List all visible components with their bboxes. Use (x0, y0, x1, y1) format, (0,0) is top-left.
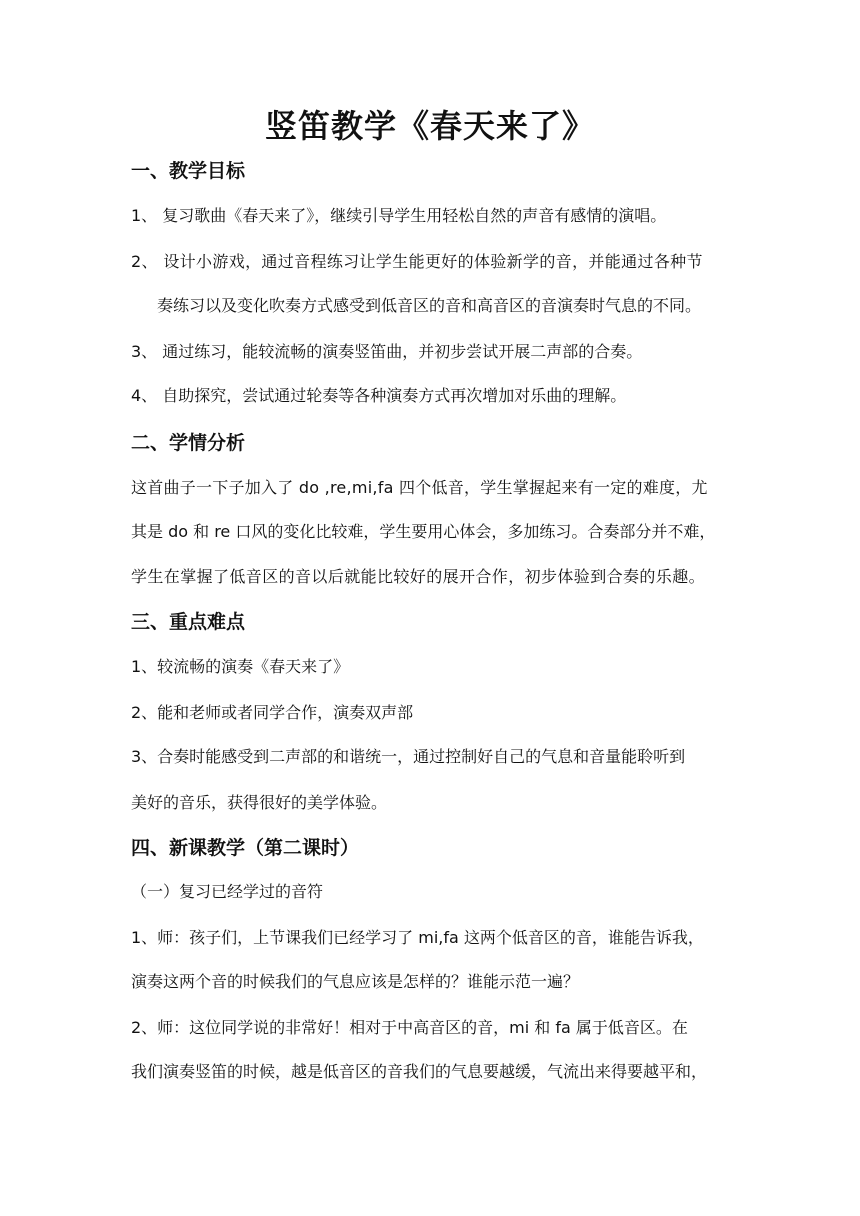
paragraph-line: 2、能和老师或者同学合作，演奏双声部 (131, 703, 414, 722)
paragraph-line: 其是 do 和 re 口风的变化比较难，学生要用心体会，多加练习。合奏部分并不难， (131, 522, 716, 541)
section-heading-new-lesson: 四、新课教学（第二课时） (131, 837, 360, 859)
paragraph-line: 1、较流畅的演奏《春天来了》 (131, 657, 350, 676)
document-title: 竖笛教学《春天来了》 (264, 107, 595, 145)
paragraph-line: 4、 自助探究，尝试通过轮奏等各种演奏方式再次增加对乐曲的理解。 (131, 386, 627, 405)
paragraph-line: 这首曲子一下子加入了 do ,re,mi,fa 四个低音，学生掌握起来有一定的难度，尤 (131, 478, 708, 497)
paragraph-line: 1、师：孩子们，上节课我们已经学习了 mi,fa 这两个低音区的音，谁能告诉我， (131, 928, 704, 947)
paragraph-line: 演奏这两个音的时候我们的气息应该是怎样的？谁能示范一遍？ (131, 972, 580, 991)
paragraph-line: 3、 通过练习，能较流畅的演奏竖笛曲，并初步尝试开展二声部的合奏。 (131, 342, 643, 361)
paragraph-line: 1、 复习歌曲《春天来了》，继续引导学生用轻松自然的声音有感情的演唱。 (131, 206, 667, 225)
paragraph-line: 学生在掌握了低音区的音以后就能比较好的展开合作，初步体验到合奏的乐趣。 (131, 567, 706, 586)
sub-heading: （一）复习已经学过的音符 (131, 882, 324, 901)
paragraph-line: 2、师：这位同学说的非常好！相对于中高音区的音，mi 和 fa 属于低音区。在 (131, 1018, 688, 1037)
section-heading-objectives: 一、教学目标 (131, 160, 246, 182)
paragraph-line: 3、合奏时能感受到二声部的和谐统一，通过控制好自己的气息和音量能聆听到 (131, 747, 686, 766)
section-heading-analysis: 二、学情分析 (131, 432, 246, 454)
paragraph-line: 美好的音乐，获得很好的美学体验。 (131, 793, 388, 812)
paragraph-line: 2、 设计小游戏，通过音程练习让学生能更好的体验新学的音，并能通过各种节 (131, 252, 703, 271)
paragraph-line: 奏练习以及变化吹奏方式感受到低音区的音和高音区的音演奏时气息的不同。 (157, 296, 702, 315)
section-heading-key-points: 三、重点难点 (131, 611, 246, 633)
paragraph-line: 我们演奏竖笛的时候，越是低音区的音我们的气息要越缓，气流出来得要越平和， (131, 1062, 708, 1081)
